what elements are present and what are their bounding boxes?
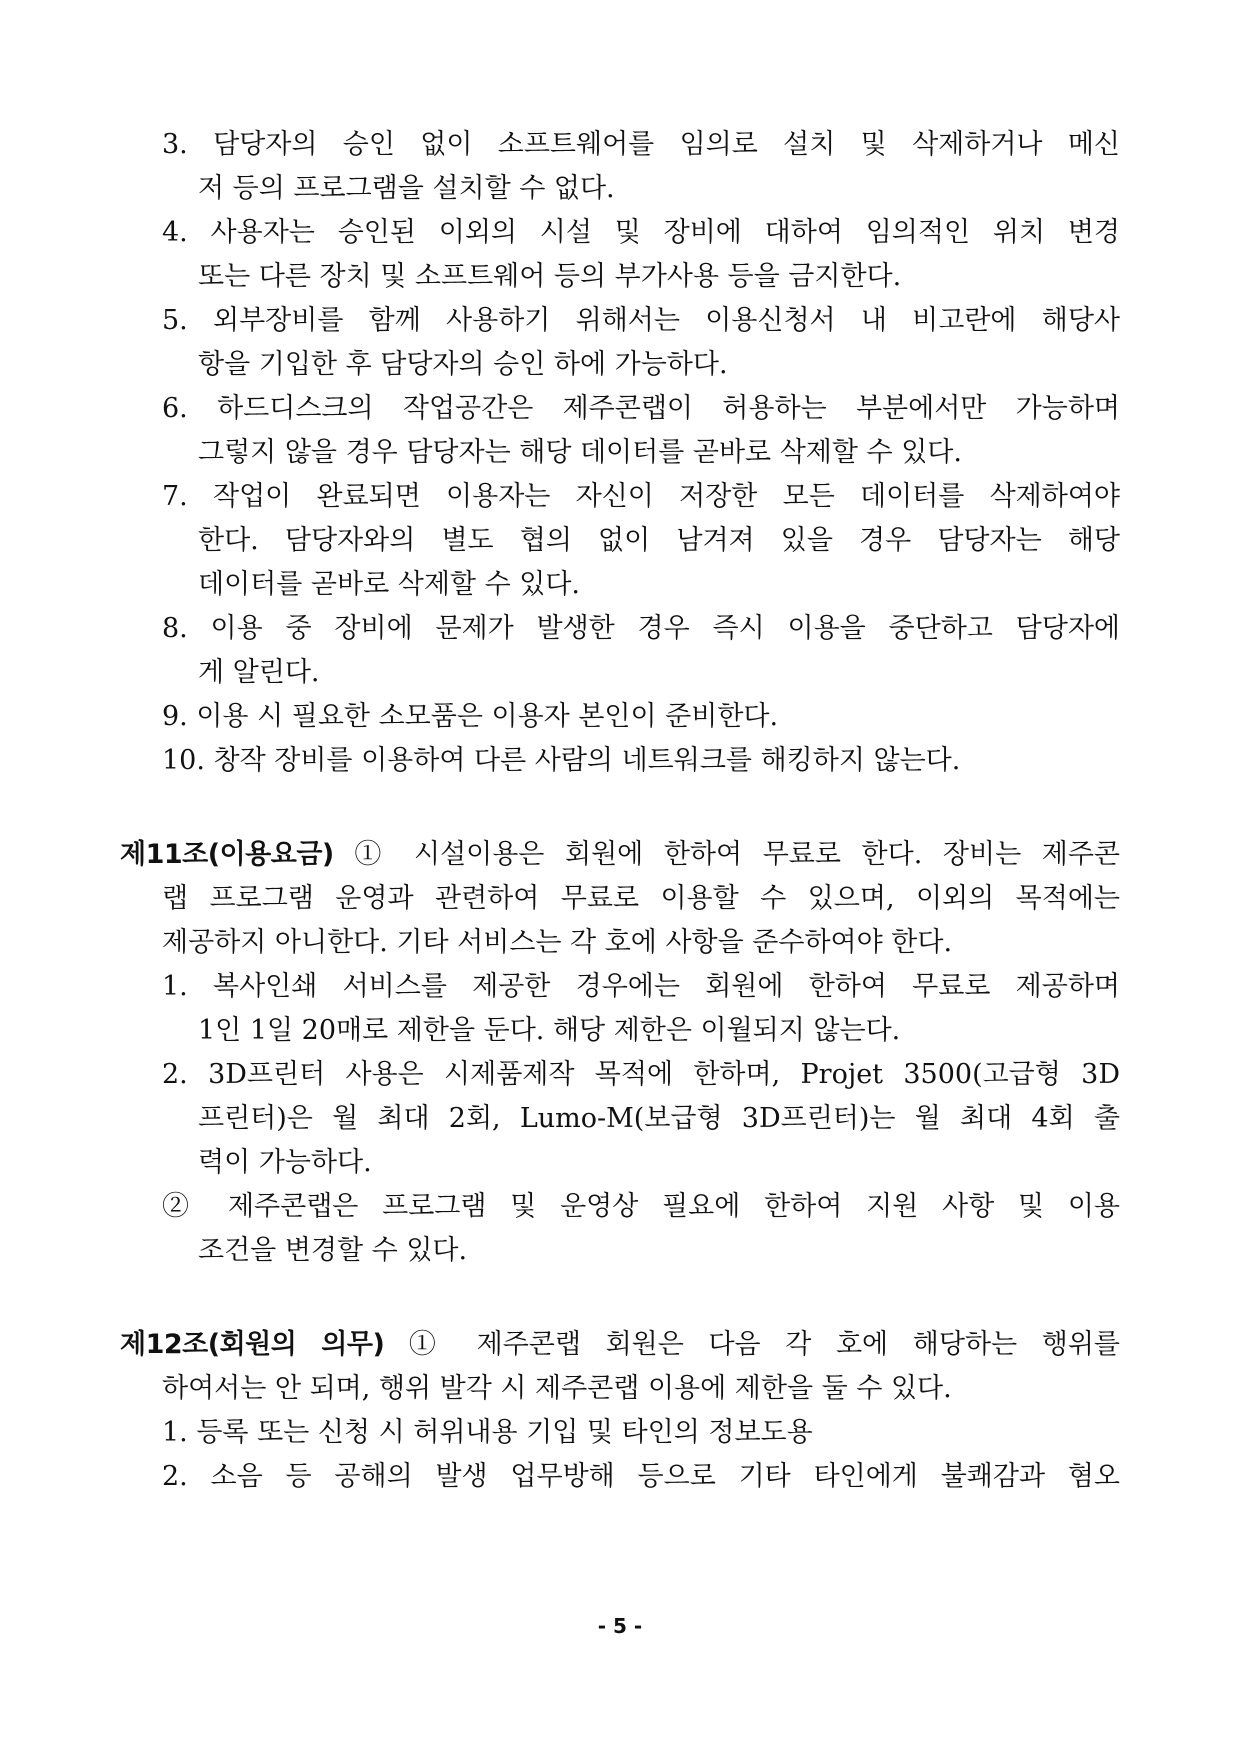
list-item-4-line-2: 또는 다른 장치 및 소프트웨어 등의 부가사용 등을 금지한다. — [198, 261, 902, 292]
article-12-item-1: 1. 등록 또는 신청 시 허위내용 기입 및 타인의 정보도용 — [162, 1417, 813, 1448]
article-11-line-2: 랩 프로그램 운영과 관련하여 무료로 이용할 수 있으며, 이외의 목적에는 — [162, 883, 1120, 914]
article-11-paragraph-2-line-1: ② 제주콘랩은 프로그램 및 운영상 필요에 한하여 지원 사항 및 이용 — [162, 1191, 1120, 1222]
list-item-3-line-2: 저 등의 프로그램을 설치할 수 없다. — [198, 173, 615, 204]
list-item-9: 9. 이용 시 필요한 소모품은 이용자 본인이 준비한다. — [162, 701, 779, 732]
list-item-8-line-2: 게 알린다. — [198, 657, 320, 688]
article-11-line-1-text: ① 시설이용은 회원에 한하여 무료로 한다. 장비는 제주콘 — [333, 839, 1120, 870]
article-12-line-2: 하여서는 안 되며, 행위 발각 시 제주콘랩 이용에 제한을 둘 수 있다. — [162, 1373, 952, 1404]
list-item-7-line-2: 한다. 담당자와의 별도 협의 없이 남겨져 있을 경우 담당자는 해당 — [198, 525, 1120, 556]
list-item-4-line-1: 4. 사용자는 승인된 이외의 시설 및 장비에 대하여 임의적인 위치 변경 — [162, 217, 1120, 248]
list-item-5-line-1: 5. 외부장비를 함께 사용하기 위해서는 이용신청서 내 비고란에 해당사 — [162, 305, 1120, 336]
article-12-item-2: 2. 소음 등 공해의 발생 업무방해 등으로 기타 타인에게 불쾌감과 혐오 — [162, 1461, 1120, 1492]
article-12-line-1-text: ① 제주콘랩 회원은 다음 각 호에 해당하는 행위를 — [384, 1329, 1120, 1360]
article-11-title: 제11조(이용요금) — [120, 839, 334, 870]
list-item-3-line-1: 3. 담당자의 승인 없이 소프트웨어를 임의로 설치 및 삭제하거나 메신 — [162, 129, 1120, 160]
article-11-item-2-line-3: 력이 가능하다. — [198, 1147, 372, 1178]
article-12-heading-line — [120, 1322, 1120, 1368]
article-11-line-3: 제공하지 아니한다. 기타 서비스는 각 호에 사항을 준수하여야 한다. — [162, 927, 953, 958]
article-11-item-2-line-1: 2. 3D프린터 사용은 시제품제작 목적에 한하며, Projet 3500(고급형 3D — [162, 1059, 1120, 1090]
list-item-6-line-2: 그렇지 않을 경우 담당자는 해당 데이터를 곧바로 삭제할 수 있다. — [198, 437, 962, 468]
list-item-5-line-2: 항을 기입한 후 담당자의 승인 하에 가능하다. — [198, 349, 728, 380]
article-11-item-1-line-1: 1. 복사인쇄 서비스를 제공한 경우에는 회원에 한하여 무료로 제공하며 — [162, 971, 1120, 1002]
article-12-title: 제12조(회원의 의무) — [120, 1329, 385, 1360]
list-item-10: 10. 창작 장비를 이용하여 다른 사람의 네트워크를 해킹하지 않는다. — [162, 745, 961, 776]
article-11-item-2-line-2: 프린터)은 월 최대 2회, Lumo-M(보급형 3D프린터)는 월 최대 4회 출 — [198, 1103, 1120, 1134]
article-11-heading-line — [120, 832, 1120, 878]
list-item-8-line-1: 8. 이용 중 장비에 문제가 발생한 경우 즉시 이용을 중단하고 담당자에 — [162, 613, 1120, 644]
list-item-6-line-1: 6. 하드디스크의 작업공간은 제주콘랩이 허용하는 부분에서만 가능하며 — [162, 393, 1120, 424]
article-11-item-1-line-2: 1인 1일 20매로 제한을 둔다. 해당 제한은 이월되지 않는다. — [198, 1015, 901, 1046]
list-item-7-line-1: 7. 작업이 완료되면 이용자는 자신이 저장한 모든 데이터를 삭제하여야 — [162, 481, 1120, 512]
page-number: - 5 - — [597, 1614, 643, 1638]
list-item-7-line-3: 데이터를 곧바로 삭제할 수 있다. — [198, 569, 580, 600]
article-11-paragraph-2-line-2: 조건을 변경할 수 있다. — [198, 1235, 468, 1266]
